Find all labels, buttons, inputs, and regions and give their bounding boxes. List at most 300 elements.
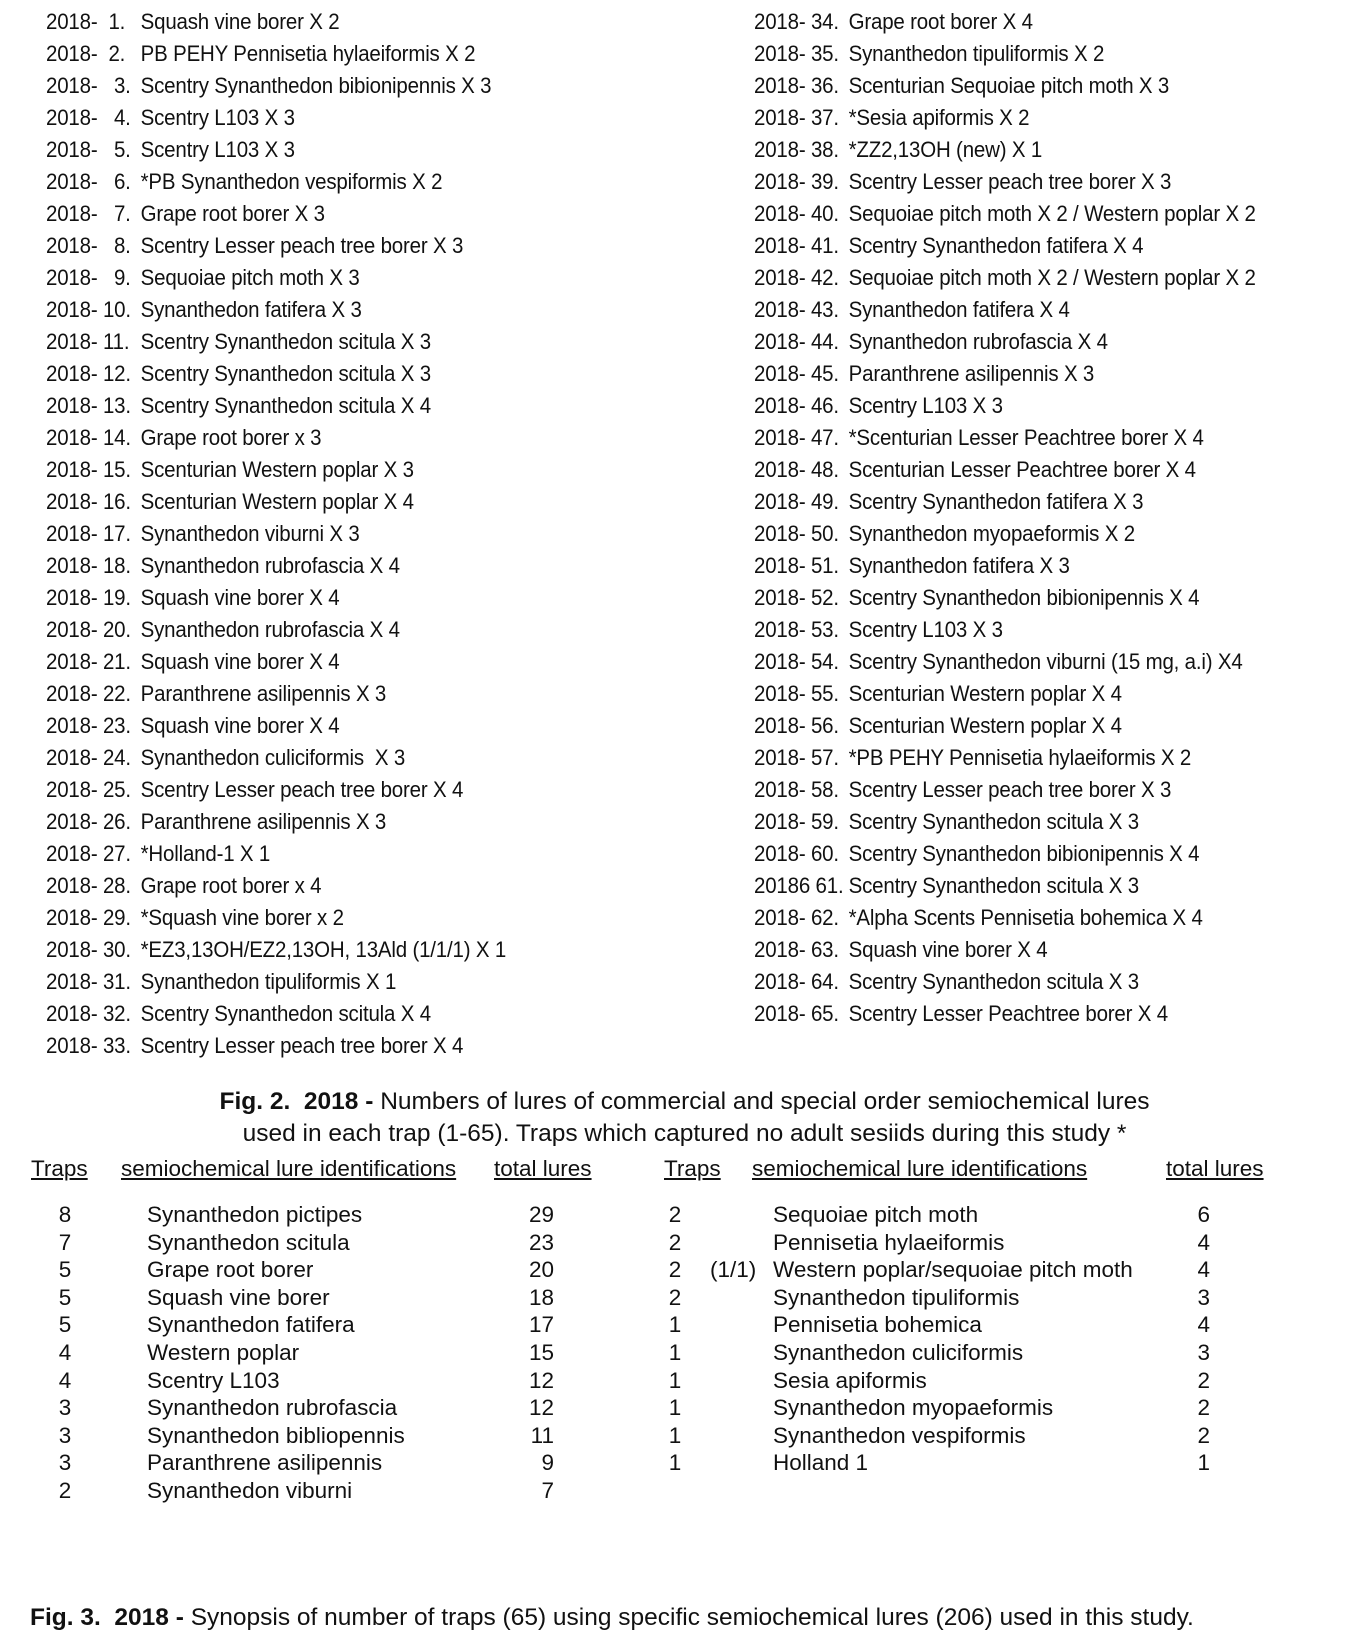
trap-entry: [46, 134, 506, 166]
trap-entry: [46, 518, 506, 550]
trap-entry: [46, 230, 506, 262]
trap-number: 2018- 46.: [754, 393, 839, 418]
synopsis-row: [31, 1338, 631, 1367]
trap-number: 2018- 24.: [46, 745, 131, 770]
trap-entry: [46, 486, 506, 518]
lure-name: Scentry L103: [147, 1367, 280, 1393]
trap-entry: [754, 230, 1256, 262]
trap-lure: *Holland-1 X 1: [140, 841, 271, 866]
lure-name: Synanthedon bibliopennis: [147, 1422, 405, 1448]
trap-lure: Synanthedon fatifera X 3: [848, 553, 1070, 578]
trap-number: 2018- 54.: [754, 649, 839, 674]
trap-number: 2018- 15.: [46, 457, 131, 482]
total-lures: 11: [530, 1422, 554, 1448]
trap-number: 2018- 37.: [754, 105, 839, 130]
trap-count: 4: [58, 1367, 72, 1393]
trap-count: 5: [58, 1312, 72, 1338]
trap-count: 3: [58, 1422, 72, 1448]
trap-lure: Synanthedon tipuliformis X 2: [848, 41, 1105, 66]
trap-count: 7: [58, 1229, 72, 1255]
synopsis-row: [31, 1393, 631, 1422]
trap-entry: [754, 550, 1256, 582]
trap-number: 2018- 56.: [754, 713, 839, 738]
trap-entry: [46, 806, 506, 838]
trap-entry: [754, 38, 1256, 70]
total-lures: 4: [1197, 1229, 1210, 1255]
trap-number: 2018- 10.: [46, 297, 131, 322]
trap-lure: PB PEHY Pennisetia hylaeiformis X 2: [140, 41, 476, 66]
trap-lure: Squash vine borer X 4: [848, 937, 1048, 962]
trap-number: 2018- 62.: [754, 905, 839, 930]
trap-entry: [46, 198, 506, 230]
trap-entry: [46, 838, 506, 870]
trap-count: 3: [58, 1395, 72, 1421]
lure-name: Synanthedon fatifera: [147, 1312, 355, 1338]
trap-entry: [754, 742, 1256, 774]
trap-entry: [46, 454, 506, 486]
trap-count: 2: [668, 1284, 682, 1310]
trap-lure: Squash vine borer X 2: [140, 9, 340, 34]
trap-entry: [46, 966, 506, 998]
trap-entry: [754, 294, 1256, 326]
trap-entry: [46, 166, 506, 198]
trap-number: 2018- 12.: [46, 361, 131, 386]
trap-lure: *PB Synanthedon vespiformis X 2: [140, 169, 443, 194]
trap-count: 1: [668, 1367, 682, 1393]
trap-lure: Paranthrene asilipennis X 3: [140, 681, 387, 706]
trap-lure: Squash vine borer X 4: [140, 713, 340, 738]
trap-number: 2018- 18.: [46, 553, 131, 578]
trap-number: 2018- 45.: [754, 361, 839, 386]
total-lures: 18: [528, 1284, 554, 1310]
trap-entry: [754, 614, 1256, 646]
trap-lure: Scentry Synanthedon bibionipennis X 3: [140, 73, 492, 98]
trap-lure: Scenturian Sequoiae pitch moth X 3: [848, 73, 1170, 98]
trap-lure: Paranthrene asilipennis X 3: [140, 809, 387, 834]
lure-name: Pennisetia bohemica: [773, 1312, 982, 1338]
trap-entry: [754, 422, 1256, 454]
synopsis-row: [31, 1200, 631, 1229]
lure-name: Synanthedon vespiformis: [773, 1422, 1026, 1448]
trap-number: 2018- 7.: [46, 201, 131, 226]
trap-lure: *Scenturian Lesser Peachtree borer X 4: [848, 425, 1204, 450]
lure-name: Synanthedon tipuliformis: [773, 1284, 1020, 1310]
column-header-total: total lures: [1166, 1156, 1264, 1181]
lure-name: Synanthedon scitula: [147, 1229, 350, 1255]
trap-lure: Scenturian Western poplar X 4: [848, 713, 1122, 738]
lure-name: Synanthedon myopaeformis: [773, 1395, 1054, 1421]
synopsis-row: [664, 1393, 1344, 1422]
trap-entry: [46, 294, 506, 326]
synopsis-row: [31, 1366, 631, 1395]
synopsis-table-left: [31, 1156, 631, 1556]
trap-lure: *PB PEHY Pennisetia hylaeiformis X 2: [848, 745, 1192, 770]
total-lures: 7: [541, 1478, 554, 1503]
fig2-caption: [0, 1086, 1369, 1150]
trap-number: 2018- 27.: [46, 841, 131, 866]
trap-entry: [46, 646, 506, 678]
trap-number: 2018- 26.: [46, 809, 131, 834]
trap-entry: [46, 390, 506, 422]
trap-lure: Synanthedon rubrofascia X 4: [140, 553, 400, 578]
trap-entry: [46, 1030, 506, 1062]
trap-entry: [754, 262, 1256, 294]
column-header-traps: Traps: [664, 1156, 721, 1181]
trap-count: 8: [58, 1202, 72, 1227]
trap-number: 2018- 49.: [754, 489, 839, 514]
trap-count: 4: [58, 1340, 72, 1365]
trap-count: 1: [668, 1312, 682, 1338]
trap-number: 2018- 9.: [46, 265, 131, 290]
fig2-text-line1: Numbers of lures of commercial and special order semiochemical lures: [380, 1088, 1150, 1115]
trap-entry: [754, 998, 1256, 1030]
trap-lure: Scenturian Western poplar X 4: [848, 681, 1122, 706]
synopsis-row: [31, 1476, 631, 1505]
trap-entry: [754, 902, 1256, 934]
trap-lure: Grape root borer X 3: [140, 201, 325, 226]
trap-entry: [46, 582, 506, 614]
trap-number: 2018- 25.: [46, 777, 131, 802]
trap-entry: [46, 38, 506, 70]
trap-lure: Scenturian Lesser Peachtree borer X 4: [848, 457, 1196, 482]
synopsis-row: [664, 1448, 1344, 1477]
trap-list-left: [46, 6, 506, 1062]
trap-count: 1: [668, 1422, 682, 1448]
trap-count: 3: [58, 1450, 72, 1476]
total-lures: 4: [1197, 1312, 1210, 1338]
trap-count: 2: [668, 1202, 682, 1227]
trap-count: 1: [668, 1340, 682, 1365]
lure-name: Sesia apiformis: [773, 1367, 927, 1393]
trap-number: 2018- 38.: [754, 137, 839, 162]
trap-number: 2018- 34.: [754, 9, 839, 34]
fig2-text-line2: used in each trap (1-65). Traps which captured no adult sesiids during this study *: [242, 1120, 1127, 1147]
trap-entry: [46, 742, 506, 774]
trap-count: 2: [668, 1257, 682, 1283]
trap-number: 2018- 23.: [46, 713, 131, 738]
trap-entry: [754, 134, 1256, 166]
synopsis-row: [664, 1421, 1344, 1450]
trap-number: 2018- 57.: [754, 745, 839, 770]
trap-entry: [754, 166, 1256, 198]
trap-lure: *Alpha Scents Pennisetia bohemica X 4: [848, 905, 1203, 930]
trap-lure: Scentry Synanthedon viburni (15 mg, a.i) X4: [848, 649, 1243, 674]
synopsis-row: [31, 1421, 631, 1450]
column-header-lure: semiochemical lure identifications: [752, 1156, 1088, 1181]
total-lures: 15: [528, 1340, 554, 1365]
trap-number: 2018- 33.: [46, 1033, 131, 1058]
column-header-traps: Traps: [31, 1156, 88, 1181]
trap-entry: [754, 6, 1256, 38]
trap-entry: [46, 902, 506, 934]
trap-number: 2018- 60.: [754, 841, 839, 866]
trap-number: 2018- 64.: [754, 969, 839, 994]
synopsis-row: [664, 1338, 1344, 1367]
trap-lure: Scentry Lesser peach tree borer X 3: [140, 233, 464, 258]
total-lures: 9: [541, 1450, 554, 1476]
trap-list-right: [754, 6, 1256, 1030]
trap-lure: Squash vine borer X 4: [140, 649, 340, 674]
trap-lure: *Squash vine borer x 2: [140, 905, 344, 930]
trap-lure: Scentry Lesser peach tree borer X 3: [848, 169, 1172, 194]
lure-name: Sequoiae pitch moth: [773, 1202, 979, 1227]
trap-count: 1: [668, 1450, 682, 1476]
trap-number: 2018- 4.: [46, 105, 131, 130]
trap-number: 2018- 30.: [46, 937, 131, 962]
trap-lure: Scentry Lesser peach tree borer X 4: [140, 1033, 464, 1058]
synopsis-row: [31, 1283, 631, 1312]
trap-entry: [754, 582, 1256, 614]
trap-number: 2018- 36.: [754, 73, 839, 98]
trap-number: 2018- 65.: [754, 1001, 839, 1026]
trap-number: 2018- 40.: [754, 201, 839, 226]
trap-lure: Scentry Synanthedon bibionipennis X 4: [848, 585, 1200, 610]
trap-count: 2: [58, 1478, 72, 1503]
trap-entry: [46, 358, 506, 390]
trap-lure: Synanthedon viburni X 3: [140, 521, 360, 546]
trap-lure: Synanthedon tipuliformis X 1: [140, 969, 397, 994]
trap-entry: [754, 646, 1256, 678]
trap-number: 2018- 11.: [46, 329, 130, 354]
trap-number: 2018- 51.: [754, 553, 839, 578]
lure-name: Western poplar/sequoiae pitch moth: [773, 1257, 1133, 1283]
trap-entry: [46, 326, 506, 358]
trap-entry: [754, 454, 1256, 486]
lure-name: Paranthrene asilipennis: [147, 1450, 383, 1476]
trap-number: 2018- 47.: [754, 425, 839, 450]
trap-entry: [754, 486, 1256, 518]
trap-entry: [46, 550, 506, 582]
trap-number: 2018- 16.: [46, 489, 131, 514]
trap-number: 2018- 19.: [46, 585, 131, 610]
lure-name: Grape root borer: [147, 1257, 314, 1283]
synopsis-row: [664, 1366, 1344, 1395]
trap-entry: [754, 518, 1256, 550]
synopsis-row: [664, 1310, 1344, 1339]
trap-entry: [754, 806, 1256, 838]
trap-lure: Scentry Synanthedon scitula X 3: [848, 809, 1139, 834]
lure-ratio: (1/1): [710, 1257, 757, 1283]
trap-entry: [46, 870, 506, 902]
trap-number: 2018- 20.: [46, 617, 131, 642]
trap-lure: Squash vine borer X 4: [140, 585, 340, 610]
trap-lure: Synanthedon myopaeformis X 2: [848, 521, 1135, 546]
trap-entry: [754, 358, 1256, 390]
trap-number: 2018- 6.: [46, 169, 131, 194]
total-lures: 12: [528, 1395, 554, 1421]
trap-number: 2018- 58.: [754, 777, 839, 802]
synopsis-row: [664, 1255, 1344, 1284]
trap-lure: Scentry Synanthedon scitula X 3: [140, 361, 431, 386]
trap-entry: [46, 102, 506, 134]
total-lures: 3: [1197, 1340, 1210, 1365]
total-lures: 2: [1197, 1367, 1210, 1393]
trap-number: 2018- 48.: [754, 457, 839, 482]
trap-entry: [46, 678, 506, 710]
trap-number: 2018- 55.: [754, 681, 839, 706]
trap-entry: [46, 422, 506, 454]
synopsis-row: [31, 1310, 631, 1339]
trap-entry: [754, 966, 1256, 998]
total-lures: 29: [528, 1202, 554, 1227]
trap-number: 2018- 13.: [46, 393, 131, 418]
trap-number: 2018- 22.: [46, 681, 131, 706]
trap-lure: Scentry Lesser Peachtree borer X 4: [848, 1001, 1168, 1026]
lure-name: Western poplar: [147, 1340, 300, 1365]
synopsis-row: [664, 1200, 1344, 1229]
trap-entry: [754, 102, 1256, 134]
trap-lure: Scentry Synanthedon fatifera X 3: [848, 489, 1144, 514]
trap-lure: Scentry Synanthedon scitula X 3: [848, 873, 1139, 898]
column-header-lure: semiochemical lure identifications: [121, 1156, 457, 1181]
fig3-label: Fig. 3.: [30, 1604, 101, 1631]
trap-lure: Scentry Synanthedon bibionipennis X 4: [848, 841, 1200, 866]
synopsis-row: [31, 1255, 631, 1284]
trap-lure: Grape root borer X 4: [848, 9, 1033, 34]
trap-number: 2018- 32.: [46, 1001, 131, 1026]
trap-number: 2018- 41.: [754, 233, 839, 258]
trap-lure: Synanthedon culiciformis X 3: [140, 745, 406, 770]
trap-entry: [754, 934, 1256, 966]
trap-entry: [754, 198, 1256, 230]
trap-entry: [46, 6, 506, 38]
trap-lure: Grape root borer x 3: [140, 425, 322, 450]
trap-number: 2018- 3.: [46, 73, 131, 98]
trap-entry: [754, 710, 1256, 742]
trap-number: 2018- 50.: [754, 521, 839, 546]
lure-name: Squash vine borer: [147, 1284, 330, 1310]
trap-lure: Scenturian Western poplar X 4: [140, 489, 414, 514]
column-header-total: total lures: [494, 1156, 592, 1181]
trap-lure: Synanthedon rubrofascia X 4: [848, 329, 1108, 354]
synopsis-row: [31, 1448, 631, 1477]
fig3-caption: [30, 1602, 1360, 1634]
total-lures: 12: [528, 1367, 554, 1393]
trap-number: 2018- 17.: [46, 521, 131, 546]
trap-number: 2018- 52.: [754, 585, 839, 610]
trap-lure: Paranthrene asilipennis X 3: [848, 361, 1095, 386]
trap-lure: Scenturian Western poplar X 3: [140, 457, 414, 482]
lure-name: Synanthedon pictipes: [147, 1202, 363, 1227]
fig2-year: 2018 -: [303, 1088, 374, 1115]
trap-entry: [46, 262, 506, 294]
trap-lure: Scentry Lesser peach tree borer X 3: [848, 777, 1172, 802]
trap-number: 2018- 1.: [46, 9, 126, 34]
total-lures: 3: [1197, 1284, 1210, 1310]
trap-number: 20186 61.: [754, 873, 844, 898]
trap-lure: Scentry L103 X 3: [140, 105, 295, 130]
total-lures: 17: [528, 1312, 554, 1338]
total-lures: 23: [528, 1229, 554, 1255]
trap-number: 2018- 59.: [754, 809, 839, 834]
lure-name: Synanthedon viburni: [147, 1478, 353, 1503]
trap-lure: Scentry Lesser peach tree borer X 4: [140, 777, 464, 802]
trap-lure: Sequoiae pitch moth X 3: [140, 265, 360, 290]
trap-number: 2018- 14.: [46, 425, 131, 450]
synopsis-row: [664, 1283, 1344, 1312]
synopsis-table-right: [664, 1156, 1344, 1516]
trap-lure: Scentry Synanthedon scitula X 4: [140, 393, 431, 418]
trap-count: 1: [668, 1395, 682, 1421]
trap-lure: Scentry L103 X 3: [848, 393, 1003, 418]
trap-entry: [46, 614, 506, 646]
trap-number: 2018- 21.: [46, 649, 131, 674]
trap-entry: [754, 870, 1256, 902]
synopsis-row: [664, 1228, 1344, 1257]
fig3-year: 2018 -: [114, 1604, 184, 1631]
total-lures: 6: [1197, 1202, 1210, 1227]
trap-entry: [754, 838, 1256, 870]
trap-count: 5: [58, 1257, 72, 1283]
trap-number: 2018- 42.: [754, 265, 839, 290]
trap-entry: [754, 390, 1256, 422]
trap-count: 5: [58, 1284, 72, 1310]
trap-lure: Scentry Synanthedon scitula X 3: [848, 969, 1139, 994]
trap-number: 2018- 53.: [754, 617, 839, 642]
lure-name: Synanthedon culiciformis: [773, 1340, 1024, 1365]
synopsis-row: [31, 1228, 631, 1257]
trap-number: 2018- 63.: [754, 937, 839, 962]
trap-lure: Scentry L103 X 3: [848, 617, 1003, 642]
total-lures: 20: [528, 1257, 554, 1283]
trap-number: 2018- 43.: [754, 297, 839, 322]
trap-lure: Synanthedon fatifera X 3: [140, 297, 362, 322]
trap-entry: [754, 326, 1256, 358]
trap-number: 2018- 28.: [46, 873, 131, 898]
trap-lure: *Sesia apiformis X 2: [848, 105, 1030, 130]
trap-lure: *EZ3,13OH/EZ2,13OH, 13Ald (1/1/1) X 1: [140, 937, 507, 962]
total-lures: 4: [1197, 1257, 1210, 1283]
total-lures: 1: [1197, 1450, 1210, 1476]
trap-entry: [46, 774, 506, 806]
trap-lure: *ZZ2,13OH (new) X 1: [848, 137, 1043, 162]
trap-entry: [46, 998, 506, 1030]
trap-number: 2018- 39.: [754, 169, 839, 194]
trap-entry: [46, 70, 506, 102]
trap-number: 2018- 44.: [754, 329, 839, 354]
trap-number: 2018- 29.: [46, 905, 131, 930]
trap-lure: Synanthedon rubrofascia X 4: [140, 617, 400, 642]
lure-name: Holland 1: [773, 1450, 869, 1476]
fig2-caption-line1: [0, 1086, 1369, 1118]
fig3-text: Synopsis of number of traps (65) using specific semiochemical lures (206) used in this study.: [190, 1604, 1194, 1631]
trap-entry: [754, 774, 1256, 806]
trap-lure: Scentry Synanthedon fatifera X 4: [848, 233, 1144, 258]
lure-name: Synanthedon rubrofascia: [147, 1395, 398, 1421]
trap-lure: Scentry L103 X 3: [140, 137, 295, 162]
trap-entry: [754, 678, 1256, 710]
trap-number: 2018- 31.: [46, 969, 131, 994]
trap-number: 2018- 2.: [46, 41, 126, 66]
trap-lure: Synanthedon fatifera X 4: [848, 297, 1070, 322]
trap-entry: [46, 710, 506, 742]
lure-name: Pennisetia hylaeiformis: [773, 1229, 1005, 1255]
trap-entry: [46, 934, 506, 966]
total-lures: 2: [1197, 1395, 1210, 1421]
trap-lure: Scentry Synanthedon scitula X 3: [140, 329, 431, 354]
trap-number: 2018- 5.: [46, 137, 131, 162]
trap-lure: Grape root borer x 4: [140, 873, 322, 898]
trap-lure: Sequoiae pitch moth X 2 / Western poplar X 2: [848, 201, 1256, 226]
trap-count: 2: [668, 1229, 682, 1255]
fig2-label: Fig. 2.: [219, 1088, 291, 1115]
trap-lure: Scentry Synanthedon scitula X 4: [140, 1001, 431, 1026]
trap-lure: Sequoiae pitch moth X 2 / Western poplar X 2: [848, 265, 1256, 290]
total-lures: 2: [1197, 1422, 1210, 1448]
trap-number: 2018- 35.: [754, 41, 839, 66]
trap-entry: [754, 70, 1256, 102]
trap-number: 2018- 8.: [46, 233, 131, 258]
